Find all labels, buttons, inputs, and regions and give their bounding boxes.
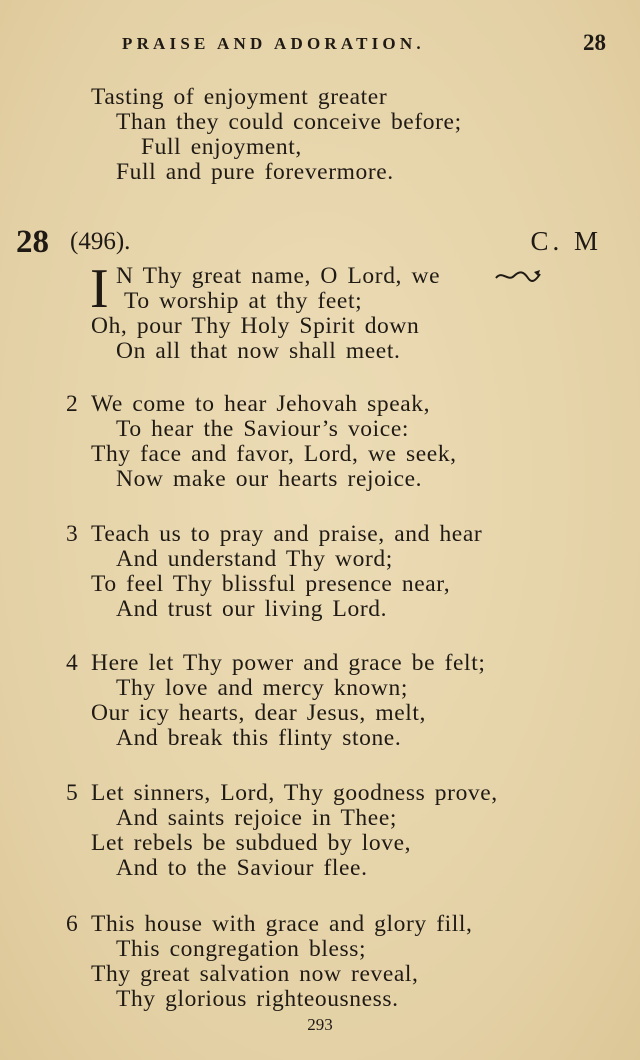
hymn-number: 28 [16,224,49,260]
verse-line: To feel Thy blissful presence near, [91,571,451,597]
verse-line: Oh, pour Thy Holy Spirit down [91,313,420,339]
folio-number: 293 [307,1015,333,1034]
stanza-number: 2 [66,391,78,417]
continuation-line: Than they could conceive before; [116,109,462,135]
verse-line: Let sinners, Lord, Thy goodness prove, [91,780,498,806]
verse-line: On all that now shall meet. [116,338,401,364]
verse-line: Teach us to pray and praise, and hear [91,521,483,547]
continuation-line: Tasting of enjoyment greater [91,84,388,110]
verse-line: This congregation bless; [116,936,367,962]
continuation-line: Full enjoyment, [141,134,302,160]
running-head [0,30,640,60]
stanza-number: 3 [66,521,78,547]
verse-line: And trust our living Lord. [116,596,388,622]
hymn-reference: (496). [70,228,131,255]
verse-line: N Thy great name, O Lord, we [116,263,441,289]
stanza-number: 4 [66,650,78,676]
verse-line: To hear the Saviour’s voice: [116,416,409,442]
verse-line: Our icy hearts, dear Jesus, melt, [91,700,426,726]
verse-line: Thy glorious righteousness. [116,986,399,1012]
verse-line: And break this flinty stone. [116,725,402,751]
verse-line: Thy love and mercy known; [116,675,408,701]
verse-line: And to the Saviour flee. [116,855,368,881]
verse-line: Here let Thy power and grace be felt; [91,650,486,676]
hymn-meter: C. M [530,226,602,256]
page-number: 28 [583,30,606,55]
continuation-line: Full and pure forevermore. [116,159,394,185]
verse-line: And understand Thy word; [116,546,393,572]
verse-line: Thy great salvation now reveal, [91,961,419,987]
verse-line: And saints rejoice in Thee; [116,805,397,831]
verse-line: This house with grace and glory fill, [91,911,473,937]
flourish-icon [494,268,542,284]
verse-line: We come to hear Jehovah speak, [91,391,431,417]
stanza-number: 5 [66,780,78,806]
running-title: PRAISE AND ADORATION. [122,34,425,53]
verse-line: Now make our hearts rejoice. [116,466,423,492]
verse-line: Thy face and favor, Lord, we seek, [91,441,457,467]
drop-cap: I [90,258,109,320]
stanza-number: 6 [66,911,78,937]
verse-line: Let rebels be subdued by love, [91,830,412,856]
verse-line: To worship at thy feet; [124,288,363,314]
